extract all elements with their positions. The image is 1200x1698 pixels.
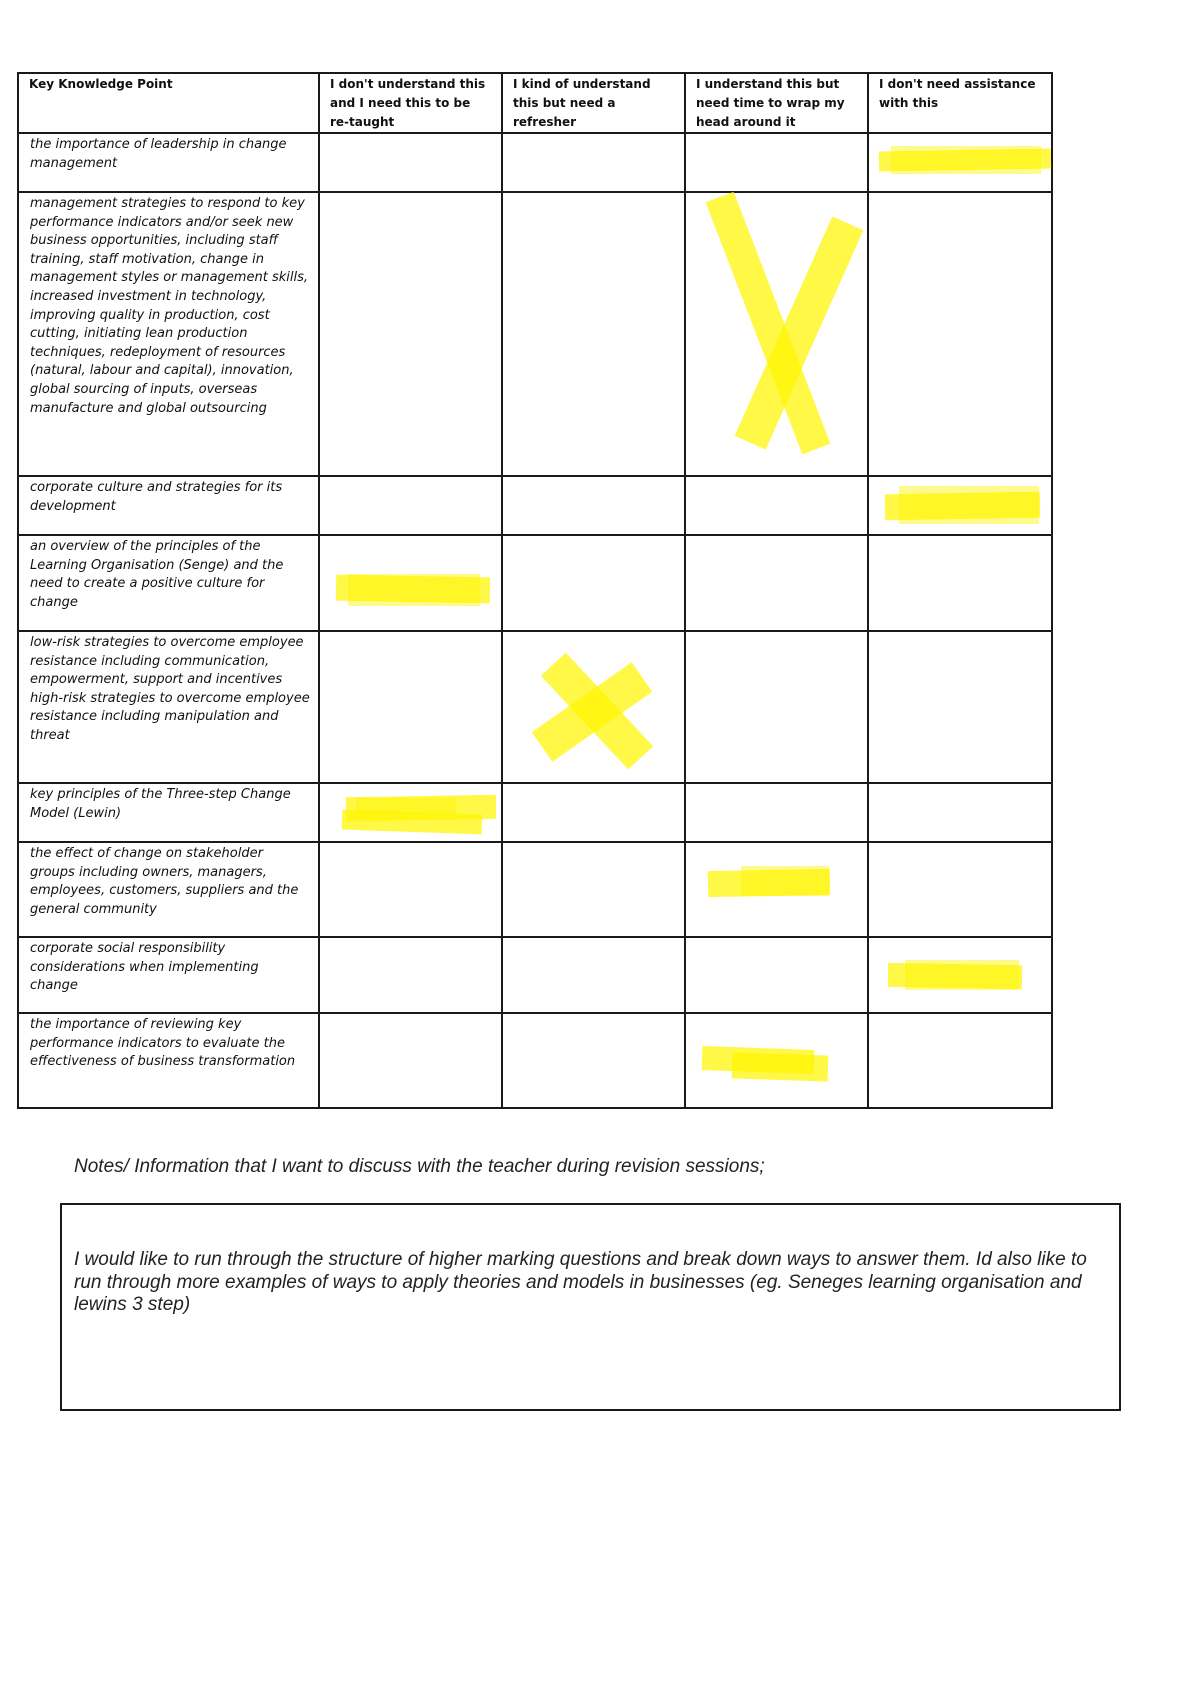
rating-cell-no-assistance[interactable] (868, 783, 1052, 842)
table-row (18, 476, 1052, 535)
rating-cell-reteach[interactable] (319, 631, 502, 783)
rating-cell-no-assistance[interactable] (868, 535, 1052, 631)
notes-label: Notes/ Information that I want to discuss with the teacher during revision sessions; (74, 1156, 765, 1177)
header-need-refresher: I kind of understand this but need a refresher (502, 73, 685, 133)
rating-cell-need-time[interactable] (685, 133, 868, 192)
rating-cell-no-assistance[interactable] (868, 937, 1052, 1013)
highlighter-mark (869, 938, 1051, 1012)
knowledge-point: the importance of reviewing key performance indicators to evaluate the effectiveness of business transformation (18, 1013, 319, 1108)
rating-cell-reteach[interactable] (319, 535, 502, 631)
table-row (18, 937, 1052, 1013)
rating-cell-need-time[interactable] (685, 476, 868, 535)
rating-cell-refresher[interactable] (502, 133, 685, 192)
table-row (18, 535, 1052, 631)
knowledge-point: corporate social responsibility considerations when implementing change (18, 937, 319, 1013)
rating-cell-refresher[interactable] (502, 631, 685, 783)
rating-cell-no-assistance[interactable] (868, 476, 1052, 535)
knowledge-checklist-table (17, 72, 1053, 1109)
knowledge-point: low-risk strategies to overcome employee resistance including communication, empowerment, support and incentives high-risk strategies to overcome employee resistance including manipulation and threat (18, 631, 319, 783)
header-no-assistance: I don't need assistance with this (868, 73, 1052, 133)
highlighter-mark (320, 784, 501, 841)
table-row (18, 192, 1052, 476)
rating-cell-reteach[interactable] (319, 133, 502, 192)
header-key-knowledge-point: Key Knowledge Point (18, 73, 319, 133)
knowledge-point: the effect of change on stakeholder groups including owners, managers, employees, customers, suppliers and the general community (18, 842, 319, 937)
highlighter-mark (686, 1014, 867, 1107)
notes-text[interactable]: I would like to run through the structure of higher marking questions and break down ways to answer them. Id also like to run through more examples of ways to apply theories and models in businesses (eg. Seneges learning organisation and lewins 3 step) (74, 1249, 1087, 1315)
rating-cell-refresher[interactable] (502, 535, 685, 631)
rating-cell-reteach[interactable] (319, 476, 502, 535)
header-need-time: I understand this but need time to wrap my head around it (685, 73, 868, 133)
rating-cell-need-time[interactable] (685, 535, 868, 631)
rating-cell-need-time[interactable] (685, 783, 868, 842)
highlighter-mark (686, 843, 867, 936)
rating-cell-reteach[interactable] (319, 1013, 502, 1108)
rating-cell-need-time[interactable] (685, 631, 868, 783)
rating-cell-refresher[interactable] (502, 842, 685, 937)
notes-box[interactable] (60, 1203, 1121, 1411)
rating-cell-no-assistance[interactable] (868, 1013, 1052, 1108)
highlighter-cross-mark (686, 193, 867, 475)
highlighter-cross-mark (503, 632, 684, 782)
rating-cell-no-assistance[interactable] (868, 842, 1052, 937)
rating-cell-refresher[interactable] (502, 783, 685, 842)
knowledge-point: an overview of the principles of the Learning Organisation (Senge) and the need to create a positive culture for change (18, 535, 319, 631)
rating-cell-reteach[interactable] (319, 783, 502, 842)
rating-cell-no-assistance[interactable] (868, 192, 1052, 476)
rating-cell-refresher[interactable] (502, 937, 685, 1013)
rating-cell-refresher[interactable] (502, 476, 685, 535)
rating-cell-reteach[interactable] (319, 842, 502, 937)
knowledge-point: key principles of the Three-step Change Model (Lewin) (18, 783, 319, 842)
highlighter-mark (869, 477, 1051, 534)
rating-cell-need-time[interactable] (685, 1013, 868, 1108)
knowledge-point: the importance of leadership in change management (18, 133, 319, 192)
rating-cell-need-time[interactable] (685, 192, 868, 476)
rating-cell-need-time[interactable] (685, 842, 868, 937)
rating-cell-refresher[interactable] (502, 192, 685, 476)
table-row (18, 133, 1052, 192)
rating-cell-no-assistance[interactable] (868, 631, 1052, 783)
table-row (18, 1013, 1052, 1108)
header-need-reteach: I don't understand this and I need this to be re-taught (319, 73, 502, 133)
table-row (18, 842, 1052, 937)
table-header-row (18, 73, 1052, 133)
knowledge-point: corporate culture and strategies for its development (18, 476, 319, 535)
table-row (18, 783, 1052, 842)
rating-cell-no-assistance[interactable] (868, 133, 1052, 192)
rating-cell-reteach[interactable] (319, 192, 502, 476)
rating-cell-refresher[interactable] (502, 1013, 685, 1108)
table-row (18, 631, 1052, 783)
rating-cell-reteach[interactable] (319, 937, 502, 1013)
highlighter-mark (869, 134, 1051, 191)
knowledge-point: management strategies to respond to key performance indicators and/or seek new business opportunities, including staff training, staff motivation, change in management styles or management skills, increased investment in technology, improving quality in production, cost cutting, initiating lean production techniques, redeployment of resources (natural, labour and capital), innovation, global sourcing of inputs, overseas manufacture and global outsourcing (18, 192, 319, 476)
rating-cell-need-time[interactable] (685, 937, 868, 1013)
highlighter-mark (320, 536, 501, 630)
